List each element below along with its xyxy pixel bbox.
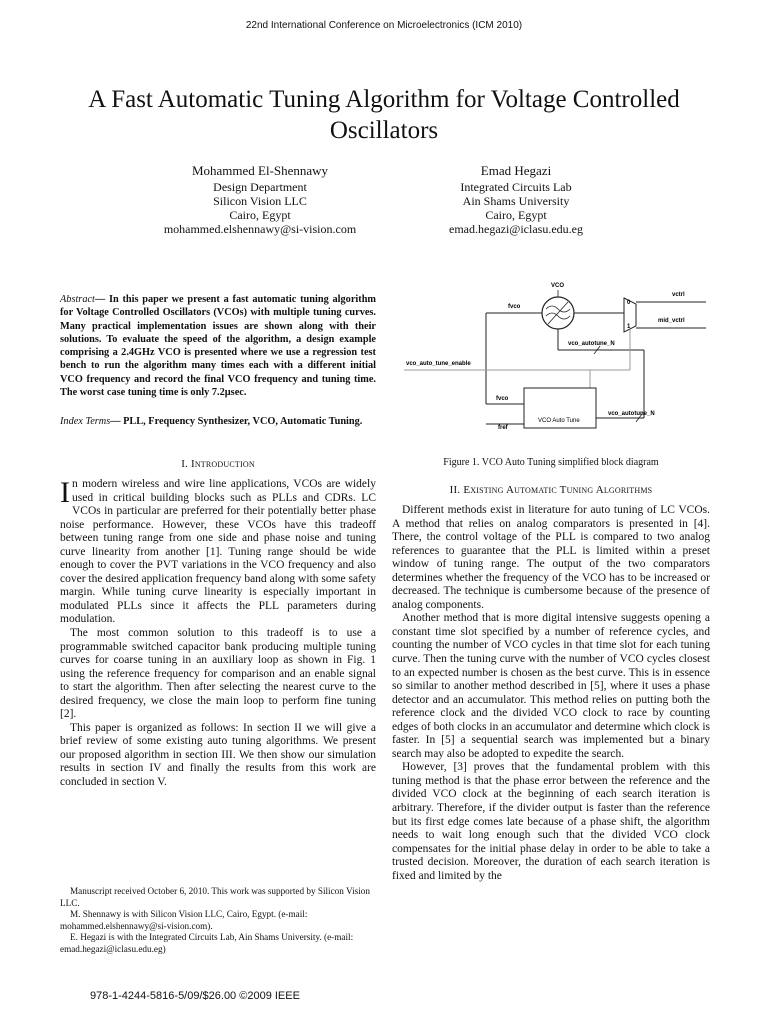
label-vco-autotune-n-top: vco_autotune_N xyxy=(568,341,615,347)
label-fref: fref xyxy=(498,425,508,431)
author-2-city: Cairo, Egypt xyxy=(485,208,547,222)
section-2-paragraph-3: However, [3] proves that the fundamental problem with this tuning method is that the phase error between the reference and the divided VCO clock at the beginning of each search iteration is arbitrary. Therefore, if the divider output is faster than the reference but its first edge comes late because of a phase shift, the algorithm needs to wait long enough such that the divided VCO clock compensates for the initial phase delay in order to be able to take a trusted decision. Moreover, the duration of each search iteration is fixed and limited by the xyxy=(392,761,710,882)
section-1-title: Introduction xyxy=(190,458,255,470)
author-2-name: Emad Hegazi xyxy=(480,163,552,178)
author-2-dept: Integrated Circuits Lab xyxy=(460,180,572,194)
label-mux-1: 1 xyxy=(627,324,631,330)
section-1-paragraph-2: The most common solution to this tradeoff is to use a programmable switched capacitor bank producing multiple tuning curves for coarse tuning in an auxiliary loop as shown in Fig. 1 using the reference frequency for comparison and an enable signal to start the algorithm. Then after selecting the nearest curve to the desired frequency, we close the main loop to perform fine tuning [2]. xyxy=(60,627,376,721)
footnotes xyxy=(60,886,376,955)
label-vco-auto-tune: VCO Auto Tune xyxy=(538,418,580,424)
author-1-dept: Design Department xyxy=(213,180,307,194)
section-1-number: I. xyxy=(181,458,189,470)
dropcap: I xyxy=(60,476,70,509)
footnote: M. Shennawy is with Silicon Vision LLC, Cairo, Egypt. (e-mail: mohammed.elshennawy@si-vision.com). xyxy=(60,909,308,931)
index-terms-label: Index Terms xyxy=(60,416,111,427)
label-fvco-bottom: fvco xyxy=(496,396,509,402)
section-1-paragraph-3: This paper is organized as follows: In section II we will give a brief review of some existing auto tuning algorithms. We present our proposed algorithm in section III. We then show our simulation results in section IV and finally the results from this work are concluded in section V. xyxy=(60,721,376,789)
conference-header: 22nd International Conference on Microelectronics (ICM 2010) xyxy=(245,20,523,31)
block-diagram xyxy=(400,276,710,436)
label-vco-autotune-n-bottom: vco_autotune_N xyxy=(608,411,655,417)
index-terms xyxy=(60,415,376,428)
section-2-number: II. xyxy=(449,484,461,496)
section-2-heading xyxy=(392,484,710,496)
author-1-name: Mohammed El-Shennawy xyxy=(191,163,329,178)
author-2-org: Ain Shams University xyxy=(462,194,570,208)
section-1-paragraph-1 xyxy=(60,478,376,627)
copyright-footer: 978-1-4244-5816-5/09/$26.00 ©2009 IEEE xyxy=(90,990,300,1002)
paper-title: A Fast Automatic Tuning Algorithm for Voltage Controlled Oscillators xyxy=(88,86,680,144)
abstract-text: — In this paper we present a fast automatic tuning algorithm for Voltage Controlled Oscillators (VCOs) with multiple tuning curves. Many practical implementation issues are shown along with their solutions. To evaluate the speed of the algorithm, a design example comprising a 2.4GHz VCO is presented where we use a regression test bench to run the algorithm many times each with a different initial VCO frequency and record the final VCO frequency and tuning time. The worst case tuning time is only 7.2µsec. xyxy=(60,294,376,399)
author-1-city: Cairo, Egypt xyxy=(229,208,291,222)
footnote: E. Hegazi is with the Integrated Circuits Lab, Ain Shams University. (e-mail: emad.hegazi@iclasu.edu.eg) xyxy=(60,932,354,954)
label-vco: VCO xyxy=(551,283,565,289)
section-1-heading xyxy=(60,458,376,470)
index-terms-text: — PLL, Frequency Synthesizer, VCO, Automatic Tuning. xyxy=(110,416,363,427)
section-1-p1-text: n modern wireless and wire line applications, VCOs are widely used in critical building blocks such as PLLs and CDRs. LC VCOs in particular are preferred for their potentially better phase noise performance. However, these VCOs have this tradeoff between tuning range from one side and phase noise and tuning curve linearity from another [1]. Tuning range should be wide enough to cover the PVT variations in the VCO frequency and also cover the desired application frequency band along with some safety margin. While tuning curve linearity is especially important in modulated PLLs since it affects the PLL parameters during modulation. xyxy=(60,478,376,626)
author-1-email: mohammed.elshennawy@si-vision.com xyxy=(163,222,357,236)
author-1-org: Silicon Vision LLC xyxy=(213,194,307,208)
abstract xyxy=(60,293,376,399)
section-2-title: Existing Automatic Tuning Algorithms xyxy=(463,484,653,496)
section-2-paragraph-1: Different methods exist in literature for auto tuning of LC VCOs. A method that relies on analog comparators is presented in [4]. There, the control voltage of the PLL is compared to two analog references to guarantee that the PLL is limited within a preset window of tuning range. The output of the two comparators determines whether the frequency of the VCO has to be increased or decreased. The technique is cumbersome because of the presence of analog components. xyxy=(392,504,710,611)
label-vco-auto-tune-enable: vco_auto_tune_enable xyxy=(406,361,471,367)
author-2-email: emad.hegazi@iclasu.edu.eg xyxy=(449,222,583,236)
label-mid-vctrl: mid_vctrl xyxy=(658,318,685,324)
author-1 xyxy=(110,164,410,236)
footnote: Manuscript received October 6, 2010. This work was supported by Silicon Vision LLC. xyxy=(60,886,370,908)
label-fvco-top: fvco xyxy=(508,304,521,310)
section-2-paragraph-2: Another method that is more digital intensive suggests opening a constant time slot specified by a number of reference cycles, and counting the number of VCO cycles in that time slot for each tuning curve. Then the tuning curve with the number of VCO cycles closest to an expected number is chosen as the best curve. This is in essence so similar to another method described in [5], where it uses a phase detector and an accumulator. This method relies on putting both the reference clock and the divided VCO clock to race by counting edges of both clocks in an accumulator and determine which clock is faster. In [5] a sequential search was implemented but a binary search may also be adopted to expedite the search. xyxy=(392,612,710,760)
section-2-body xyxy=(392,504,710,883)
label-mux-0: 0 xyxy=(627,300,631,306)
label-vctrl: vctrl xyxy=(672,292,685,298)
section-1-body xyxy=(60,478,376,790)
figure-caption: Figure 1. VCO Auto Tuning simplified block diagram xyxy=(443,457,659,468)
author-2 xyxy=(366,164,666,236)
abstract-label: Abstract xyxy=(60,294,95,305)
